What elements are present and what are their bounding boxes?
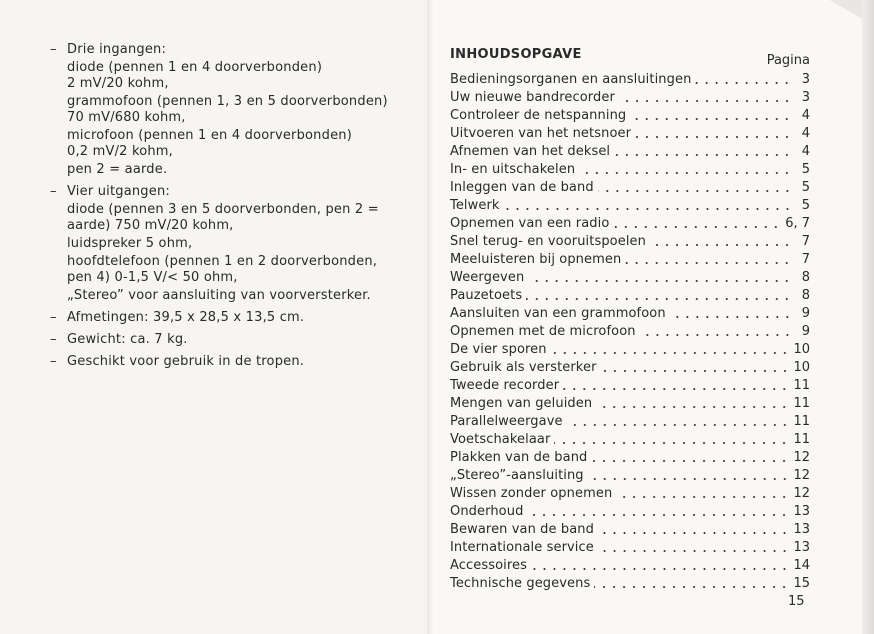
spec-detail: grammofoon (pennen 1, 3 en 5 doorverbonden) 70 mV/680 kohm,	[67, 94, 388, 125]
dot-leader	[563, 388, 789, 390]
spec-detail: microfoon (pennen 1 en 4 doorverbonden) 0,2 mV/2 kohm,	[67, 128, 352, 159]
dot-leader	[695, 82, 792, 84]
dot-leader	[531, 568, 789, 570]
dot-leader	[613, 226, 781, 228]
spec-detail: luidspreker 5 ohm,	[67, 236, 193, 251]
dot-leader	[630, 118, 792, 120]
toc-entry	[450, 357, 810, 375]
dot-leader	[598, 190, 792, 192]
dot-leader	[601, 370, 790, 372]
spec-item	[47, 184, 392, 304]
toc-entry-page: 13	[793, 540, 810, 555]
toc-entry-label: In- en uitschakelen	[450, 162, 576, 177]
toc-entry	[450, 429, 810, 447]
toc-entry-label: Mengen van geluiden	[450, 396, 593, 411]
table-of-contents	[450, 47, 810, 591]
toc-entry-label: Inleggen van de band	[450, 180, 594, 195]
dot-leader	[528, 280, 792, 282]
spec-detail: diode (pennen 1 en 4 doorverbonden) 2 mV/20 kohm,	[67, 60, 323, 91]
toc-entry	[450, 393, 810, 411]
toc-entry-label: Wissen zonder opnemen	[450, 486, 613, 501]
toc-entry-page: 11	[793, 432, 810, 447]
toc-entry-label: Gebruik als versterker	[450, 360, 597, 375]
toc-entry	[450, 411, 810, 429]
toc-entry-page: 5	[801, 162, 810, 177]
spec-item	[47, 332, 392, 348]
book-gutter	[427, 0, 433, 634]
toc-entry	[450, 339, 810, 357]
toc-entry-page: 4	[801, 144, 810, 159]
toc-entries	[450, 69, 810, 591]
spec-item	[47, 354, 392, 370]
toc-entry-page: 12	[793, 450, 810, 465]
toc-entry-label: Meeluisteren bij opnemen	[450, 252, 622, 267]
toc-entry-page: 14	[793, 558, 810, 573]
toc-entry-label: Telwerk	[450, 198, 500, 213]
toc-entry-page: 7	[801, 234, 810, 249]
toc-entry-page: 4	[801, 126, 810, 141]
spec-detail: pen 2 = aarde.	[67, 162, 168, 177]
toc-entry	[450, 105, 810, 123]
toc-title: INHOUDSOPGAVE	[450, 47, 582, 62]
dot-leader	[526, 298, 792, 300]
toc-entry-page: 11	[793, 414, 810, 429]
dot-leader	[616, 496, 789, 498]
dot-leader	[614, 154, 792, 156]
toc-entry-label: Bedieningsorganen en aansluitingen	[450, 72, 692, 87]
page-edge	[862, 0, 874, 634]
toc-entry	[450, 177, 810, 195]
toc-entry	[450, 195, 810, 213]
dot-leader	[635, 136, 792, 138]
dot-leader	[588, 478, 790, 480]
dash-bullet-icon: –	[50, 184, 57, 199]
toc-entry-page: 12	[793, 468, 810, 483]
toc-entry-label: Parallelweergave	[450, 414, 563, 429]
dot-leader	[670, 316, 792, 318]
toc-entry-page: 3	[801, 72, 810, 87]
spec-detail: hoofdtelefoon (pennen 1 en 2 doorverbonden, pen 4) 0-1,5 V/< 50 ohm,	[67, 254, 378, 285]
toc-entry	[450, 249, 810, 267]
toc-entry-label: Accessoires	[450, 558, 527, 573]
toc-entry	[450, 537, 810, 555]
toc-entry-page: 13	[793, 522, 810, 537]
spec-heading: Drie ingangen:	[67, 42, 167, 57]
dash-bullet-icon: –	[50, 332, 57, 347]
toc-entry-page: 10	[793, 360, 810, 375]
toc-entry-page: 8	[801, 288, 810, 303]
toc-entry	[450, 447, 810, 465]
toc-entry-label: Opnemen van een radio	[450, 216, 610, 231]
spec-heading: Vier uitgangen:	[67, 184, 170, 199]
toc-entry-label: Plakken van de band	[450, 450, 588, 465]
toc-entry-page: 7	[801, 252, 810, 267]
toc-entry-label: Controleer de netspanning	[450, 108, 627, 123]
toc-entry	[450, 231, 810, 249]
toc-entry	[450, 69, 810, 87]
toc-entry	[450, 573, 810, 591]
dot-leader	[640, 334, 792, 336]
toc-entry-label: Snel terug- en vooruitspoelen	[450, 234, 646, 249]
dash-bullet-icon: –	[50, 42, 57, 57]
dot-leader	[598, 550, 790, 552]
toc-entry-page: 10	[793, 342, 810, 357]
toc-entry-label: Uw nieuwe bandrecorder	[450, 90, 615, 105]
dash-bullet-icon: –	[50, 310, 57, 325]
dot-leader	[625, 262, 792, 264]
dot-leader	[650, 244, 792, 246]
toc-entry-page: 11	[793, 396, 810, 411]
toc-entry-page: 9	[801, 324, 810, 339]
toc-entry-label: Opnemen met de microfoon	[450, 324, 636, 339]
toc-entry-page: 5	[801, 180, 810, 195]
toc-entry	[450, 285, 810, 303]
toc-entry-label: De vier sporen	[450, 342, 547, 357]
dot-leader	[579, 172, 792, 174]
toc-entry-label: Bewaren van de band	[450, 522, 594, 537]
toc-entry	[450, 303, 810, 321]
toc-entry-page: 6, 7	[785, 216, 810, 231]
toc-entry	[450, 141, 810, 159]
toc-entry-label: Uitvoeren van het netsnoer	[450, 126, 632, 141]
dot-leader	[504, 208, 792, 210]
spec-heading: Afmetingen: 39,5 x 28,5 x 13,5 cm.	[67, 310, 305, 325]
dot-leader	[596, 406, 789, 408]
toc-entry-label: Weergeven	[450, 270, 525, 285]
toc-entry	[450, 375, 810, 393]
dot-leader	[598, 532, 789, 534]
toc-entry-label: Afnemen van het deksel	[450, 144, 611, 159]
dot-leader	[591, 460, 789, 462]
spec-heading: Gewicht: ca. 7 kg.	[67, 332, 188, 347]
toc-entry	[450, 465, 810, 483]
dash-bullet-icon: –	[50, 354, 57, 369]
toc-entry	[450, 87, 810, 105]
spec-item	[47, 42, 392, 178]
toc-entry	[450, 159, 810, 177]
toc-entry-label: Pauzetoets	[450, 288, 523, 303]
page-number: 15	[788, 594, 805, 609]
toc-entry-page: 5	[801, 198, 810, 213]
toc-entry-label: „Stereo”-aansluiting	[450, 468, 584, 483]
toc-entry	[450, 321, 810, 339]
toc-entry-page: 12	[793, 486, 810, 501]
dot-leader	[567, 424, 790, 426]
dot-leader	[594, 586, 789, 588]
toc-entry	[450, 519, 810, 537]
toc-entry-page: 4	[801, 108, 810, 123]
dot-leader	[554, 442, 789, 444]
toc-entry-page: 15	[793, 576, 810, 591]
toc-entry-label: Tweede recorder	[450, 378, 560, 393]
spec-item	[47, 310, 392, 326]
toc-entry	[450, 555, 810, 573]
toc-entry-page: 8	[801, 270, 810, 285]
toc-entry	[450, 267, 810, 285]
toc-entry	[450, 501, 810, 519]
toc-entry	[450, 483, 810, 501]
toc-entry-page: 13	[793, 504, 810, 519]
dot-leader	[551, 352, 790, 354]
toc-entry-label: Technische gegevens	[450, 576, 591, 591]
toc-entry-label: Voetschakelaar	[450, 432, 551, 447]
toc-header	[450, 47, 810, 68]
toc-entry-page: 3	[801, 90, 810, 105]
dot-leader	[527, 514, 789, 516]
spec-list	[47, 42, 392, 376]
toc-entry-label: Aansluiten van een grammofoon	[450, 306, 666, 321]
toc-entry-label: Internationale service	[450, 540, 594, 555]
toc-entry-page: 11	[793, 378, 810, 393]
spec-heading: Geschikt voor gebruik in de tropen.	[67, 354, 305, 369]
toc-entry	[450, 213, 810, 231]
toc-entry	[450, 123, 810, 141]
toc-entry-label: Onderhoud	[450, 504, 524, 519]
spec-detail: „Stereo” voor aansluiting van voorversterker.	[67, 288, 371, 303]
toc-entry-page: 9	[801, 306, 810, 321]
spec-detail: diode (pennen 3 en 5 doorverbonden, pen 2 = aarde) 750 mV/20 kohm,	[67, 202, 379, 233]
dot-leader	[619, 100, 792, 102]
toc-page-column-label: Pagina	[766, 53, 810, 68]
